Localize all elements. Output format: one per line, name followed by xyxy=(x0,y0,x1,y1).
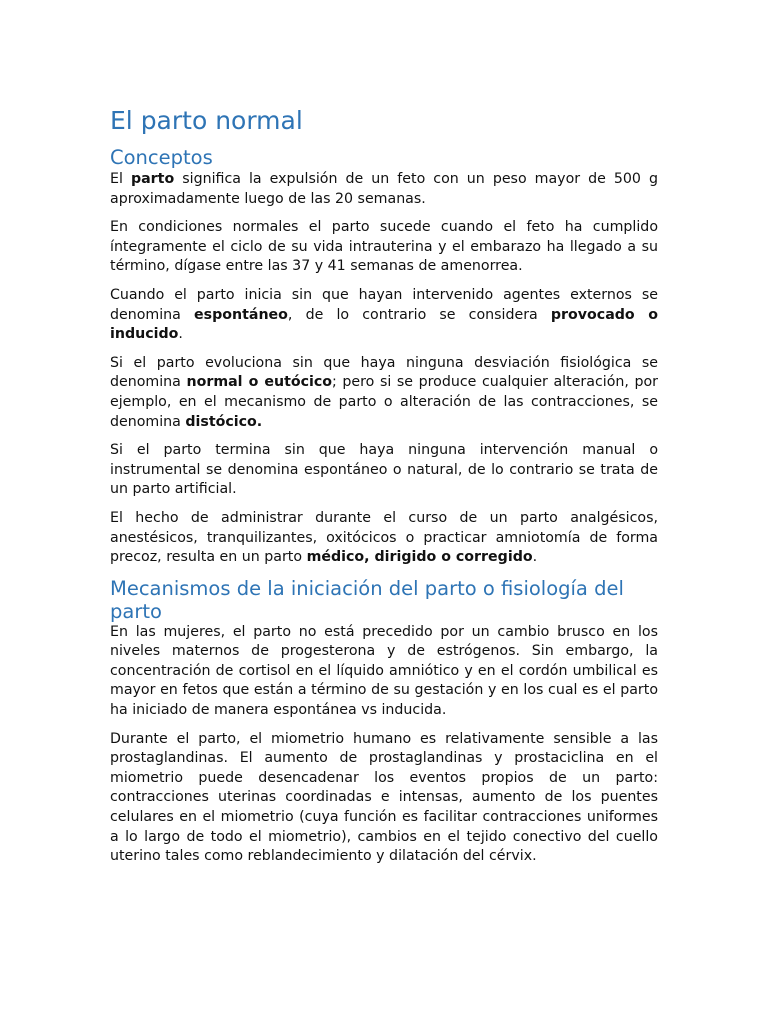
text-run: El hecho de administrar durante el curso de un parto analgésicos, anestésicos, tranquilizantes, oxitócicos o practicar amniotomía de forma precoz, resulta en un parto xyxy=(110,509,658,566)
bold-term: provocado o inducido xyxy=(110,306,658,343)
bold-term: distócico. xyxy=(185,413,263,430)
text-run: , de lo contrario se considera xyxy=(287,306,551,323)
bold-term: parto xyxy=(130,171,175,187)
paragraph xyxy=(110,170,658,209)
document-body xyxy=(110,102,658,876)
paragraph xyxy=(110,509,658,568)
bold-term: médico, dirigido o corregido xyxy=(306,549,533,566)
text-run: significa la expulsión de un feto con un peso mayor de 500 g aproximadamente luego de las 20 semanas. xyxy=(110,171,658,207)
paragraph xyxy=(110,730,658,867)
section-heading-mecanismos: Mecanismos de la iniciación del parto o fisiología del parto xyxy=(110,576,624,623)
paragraph xyxy=(110,218,658,277)
text-run: Si el parto termina sin que haya ninguna intervención manual o instrumental se denomina espontáneo o natural, de lo contrario se trata de un parto artificial. xyxy=(110,442,658,498)
paragraph xyxy=(110,441,658,500)
paragraph xyxy=(110,286,658,345)
paragraph xyxy=(110,354,658,432)
text-run: ; pero si se produce cualquier alteración, por ejemplo, en el mecanismo de parto o alteración de las contracciones, se denomina xyxy=(110,374,658,430)
bold-term: normal o eutócico xyxy=(186,374,333,391)
text-run: Durante el parto, el miometrio humano es relativamente sensible a las prostaglandinas. El aumento de prostaglandinas y prostaciclina en el miometrio puede desencadenar los eventos propios de un parto: contracciones uterinas coordinadas e intensas, aumento de los puentes celulares en el miometrio (cuya función es facilitar contracciones uniformes a lo largo de todo el miometrio), cambios en el tejido conectivo del cuello uterino tales como reblandecimiento y dilatación del cérvix. xyxy=(110,730,658,865)
text-run: Cuando el parto inicia sin que hayan intervenido agentes externos se denomina xyxy=(110,286,658,323)
document-title: El parto normal xyxy=(110,106,303,135)
bold-term: espontáneo xyxy=(194,306,288,323)
text-run: Si el parto evoluciona sin que haya ninguna desviación fisiológica se denomina xyxy=(110,354,658,391)
section-heading-conceptos: Conceptos xyxy=(110,146,213,169)
text-run: . xyxy=(532,549,538,566)
text-run: En condiciones normales el parto sucede cuando el feto ha cumplido íntegramente el ciclo de su vida intrauterina y el embarazo ha llegado a su término, dígase entre las 37 y 41 semanas de amenorrea. xyxy=(110,219,658,275)
text-run: . xyxy=(178,326,183,343)
text-run: El xyxy=(110,171,131,187)
paragraph xyxy=(110,623,658,721)
text-run: En las mujeres, el parto no está precedido por un cambio brusco en los niveles maternos de progesterona y de estrógenos. Sin embargo, la concentración de cortisol en el líquido amniótico y en el cordón umbilical es mayor en fetos que están a término de su gestación y en los cual es el parto ha iniciado de manera espontánea vs inducida. xyxy=(110,623,658,719)
